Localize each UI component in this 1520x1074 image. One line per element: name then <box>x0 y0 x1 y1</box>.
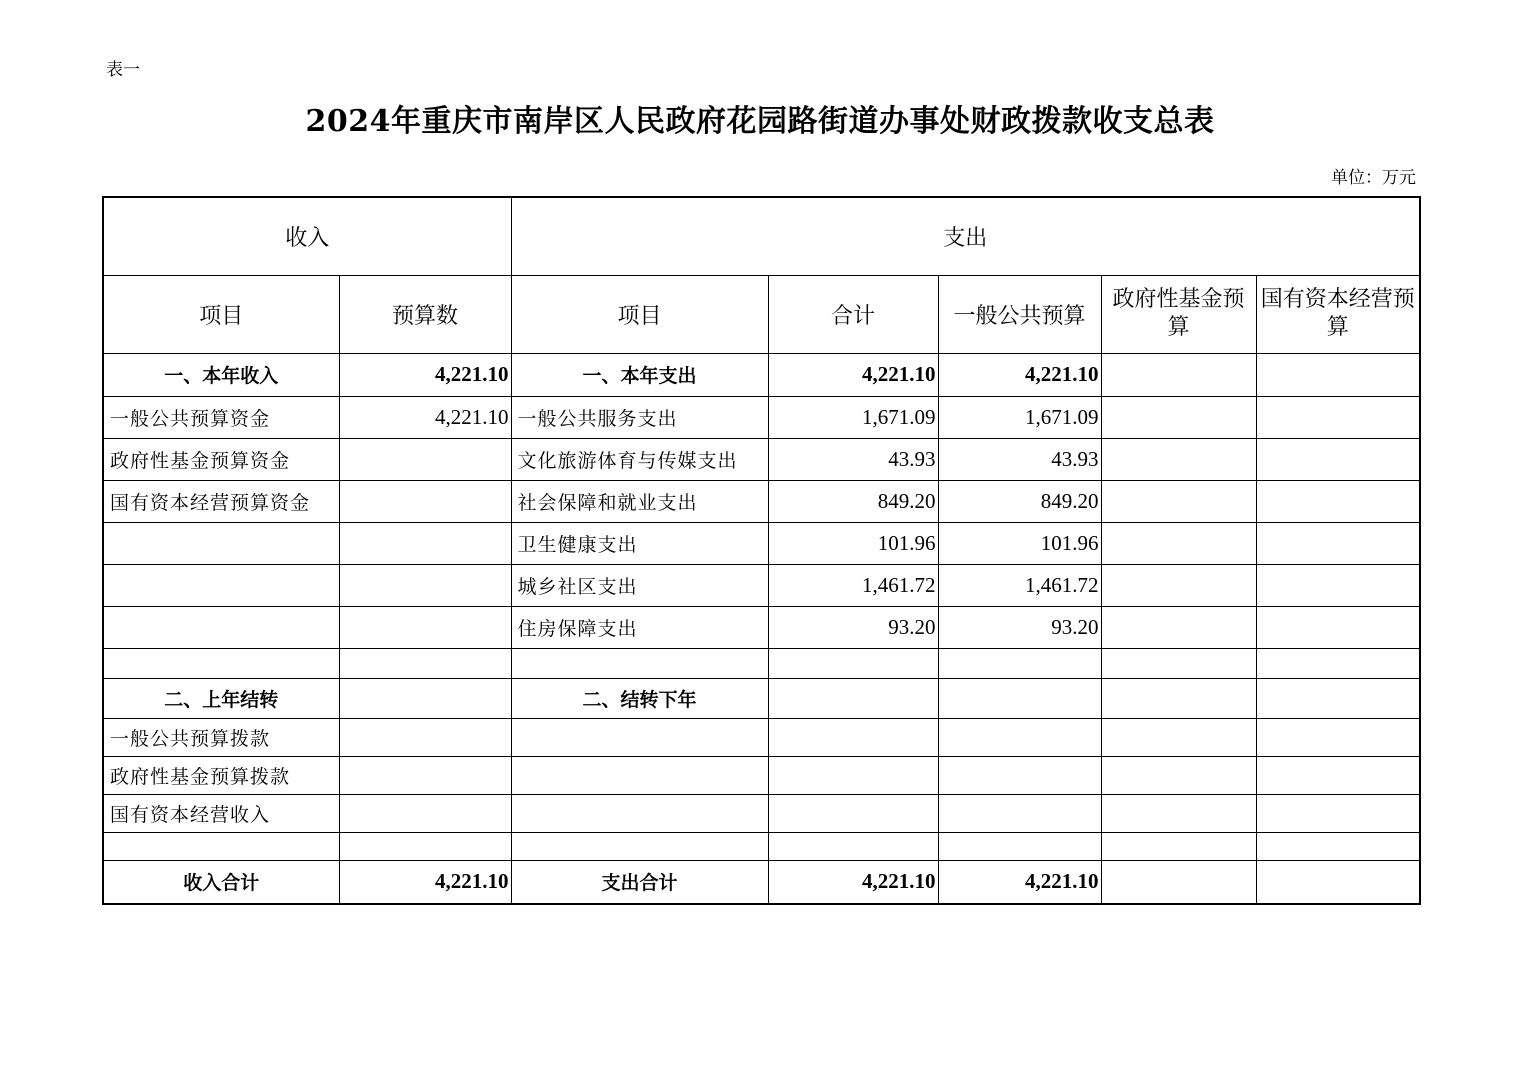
fund-budget-cell <box>1101 564 1256 606</box>
total-cell: 93.20 <box>768 606 938 648</box>
total-cell: 1,671.09 <box>768 396 938 438</box>
expense-item-cell: 城乡社区支出 <box>511 564 768 606</box>
total-cell <box>768 678 938 718</box>
general-budget-cell: 4,221.10 <box>938 860 1101 904</box>
income-value-cell: 4,221.10 <box>339 860 511 904</box>
col-income-item: 项目 <box>103 275 339 353</box>
expense-item-cell <box>511 756 768 794</box>
table-row <box>103 396 1420 438</box>
general-budget-cell: 1,671.09 <box>938 396 1101 438</box>
income-value-cell <box>339 606 511 648</box>
table-row <box>103 718 1420 756</box>
income-value-cell <box>339 438 511 480</box>
income-value-cell <box>339 480 511 522</box>
total-cell: 4,221.10 <box>768 860 938 904</box>
expense-item-cell <box>511 648 768 678</box>
table-row <box>103 648 1420 678</box>
general-budget-cell <box>938 832 1101 860</box>
state-budget-cell <box>1256 718 1420 756</box>
general-budget-cell <box>938 756 1101 794</box>
table-row <box>103 353 1420 396</box>
income-value-cell <box>339 832 511 860</box>
fund-budget-cell <box>1101 718 1256 756</box>
total-cell: 43.93 <box>768 438 938 480</box>
fund-budget-cell <box>1101 794 1256 832</box>
total-cell: 1,461.72 <box>768 564 938 606</box>
expense-item-cell: 住房保障支出 <box>511 606 768 648</box>
table-row <box>103 756 1420 794</box>
expense-item-cell: 支出合计 <box>511 860 768 904</box>
expense-item-cell <box>511 794 768 832</box>
general-budget-cell <box>938 648 1101 678</box>
general-budget-cell: 93.20 <box>938 606 1101 648</box>
income-item-cell: 国有资本经营预算资金 <box>103 480 339 522</box>
income-item-cell: 国有资本经营收入 <box>103 794 339 832</box>
fund-budget-cell <box>1101 756 1256 794</box>
total-cell: 4,221.10 <box>768 353 938 396</box>
expense-item-cell <box>511 832 768 860</box>
fund-budget-cell <box>1101 396 1256 438</box>
fund-budget-cell <box>1101 438 1256 480</box>
fund-budget-cell <box>1101 648 1256 678</box>
fund-budget-cell <box>1101 832 1256 860</box>
general-budget-cell: 43.93 <box>938 438 1101 480</box>
general-budget-cell: 1,461.72 <box>938 564 1101 606</box>
table-row <box>103 832 1420 860</box>
total-cell <box>768 794 938 832</box>
table-row <box>103 480 1420 522</box>
state-budget-cell <box>1256 648 1420 678</box>
fund-budget-cell <box>1101 353 1256 396</box>
fund-budget-cell <box>1101 480 1256 522</box>
total-cell <box>768 832 938 860</box>
col-state-budget: 国有资本经营预算 <box>1256 275 1420 353</box>
header-row-2 <box>103 275 1420 353</box>
budget-table <box>102 196 1421 905</box>
fund-budget-cell <box>1101 522 1256 564</box>
income-value-cell <box>339 522 511 564</box>
state-budget-cell <box>1256 438 1420 480</box>
income-value-cell: 4,221.10 <box>339 396 511 438</box>
income-item-cell: 二、上年结转 <box>103 678 339 718</box>
page-title: 2024年重庆市南岸区人民政府花园路街道办事处财政拨款收支总表 <box>305 104 1215 139</box>
income-item-cell: 一般公共预算拨款 <box>103 718 339 756</box>
table-row <box>103 678 1420 718</box>
income-value-cell <box>339 564 511 606</box>
expense-header: 支出 <box>511 197 1420 275</box>
income-item-cell: 政府性基金预算拨款 <box>103 756 339 794</box>
unit-label: 单位：万元 <box>1331 168 1416 188</box>
table-row <box>103 438 1420 480</box>
income-value-cell: 4,221.10 <box>339 353 511 396</box>
state-budget-cell <box>1256 480 1420 522</box>
general-budget-cell: 101.96 <box>938 522 1101 564</box>
total-cell <box>768 648 938 678</box>
table-row <box>103 606 1420 648</box>
general-budget-cell: 849.20 <box>938 480 1101 522</box>
col-expense-item: 项目 <box>511 275 768 353</box>
income-item-cell <box>103 522 339 564</box>
expense-item-cell: 二、结转下年 <box>511 678 768 718</box>
expense-item-cell: 卫生健康支出 <box>511 522 768 564</box>
fund-budget-cell <box>1101 860 1256 904</box>
fund-budget-cell <box>1101 606 1256 648</box>
income-value-cell <box>339 756 511 794</box>
income-item-cell <box>103 832 339 860</box>
income-value-cell <box>339 794 511 832</box>
table-row <box>103 522 1420 564</box>
table-body <box>103 353 1420 904</box>
fund-budget-cell <box>1101 678 1256 718</box>
expense-item-cell: 文化旅游体育与传媒支出 <box>511 438 768 480</box>
col-total: 合计 <box>768 275 938 353</box>
state-budget-cell <box>1256 522 1420 564</box>
col-general-budget: 一般公共预算 <box>938 275 1101 353</box>
state-budget-cell <box>1256 564 1420 606</box>
general-budget-cell <box>938 678 1101 718</box>
income-value-cell <box>339 648 511 678</box>
state-budget-cell <box>1256 606 1420 648</box>
income-item-cell <box>103 648 339 678</box>
total-cell: 101.96 <box>768 522 938 564</box>
income-item-cell: 政府性基金预算资金 <box>103 438 339 480</box>
income-item-cell <box>103 606 339 648</box>
state-budget-cell <box>1256 353 1420 396</box>
general-budget-cell: 4,221.10 <box>938 353 1101 396</box>
table-label: 表一 <box>106 60 140 80</box>
expense-item-cell: 一、本年支出 <box>511 353 768 396</box>
total-cell <box>768 718 938 756</box>
general-budget-cell <box>938 718 1101 756</box>
col-fund-budget: 政府性基金预算 <box>1101 275 1256 353</box>
state-budget-cell <box>1256 756 1420 794</box>
table-row <box>103 794 1420 832</box>
income-value-cell <box>339 678 511 718</box>
state-budget-cell <box>1256 678 1420 718</box>
total-cell: 849.20 <box>768 480 938 522</box>
income-item-cell: 一般公共预算资金 <box>103 396 339 438</box>
state-budget-cell <box>1256 794 1420 832</box>
expense-item-cell: 社会保障和就业支出 <box>511 480 768 522</box>
state-budget-cell <box>1256 396 1420 438</box>
table-row <box>103 860 1420 904</box>
general-budget-cell <box>938 794 1101 832</box>
header-row-1 <box>103 197 1420 275</box>
expense-item-cell <box>511 718 768 756</box>
col-income-budget: 预算数 <box>339 275 511 353</box>
state-budget-cell <box>1256 832 1420 860</box>
state-budget-cell <box>1256 860 1420 904</box>
total-cell <box>768 756 938 794</box>
income-item-cell: 收入合计 <box>103 860 339 904</box>
income-header: 收入 <box>103 197 511 275</box>
expense-item-cell: 一般公共服务支出 <box>511 396 768 438</box>
table-row <box>103 564 1420 606</box>
income-value-cell <box>339 718 511 756</box>
income-item-cell: 一、本年收入 <box>103 353 339 396</box>
income-item-cell <box>103 564 339 606</box>
